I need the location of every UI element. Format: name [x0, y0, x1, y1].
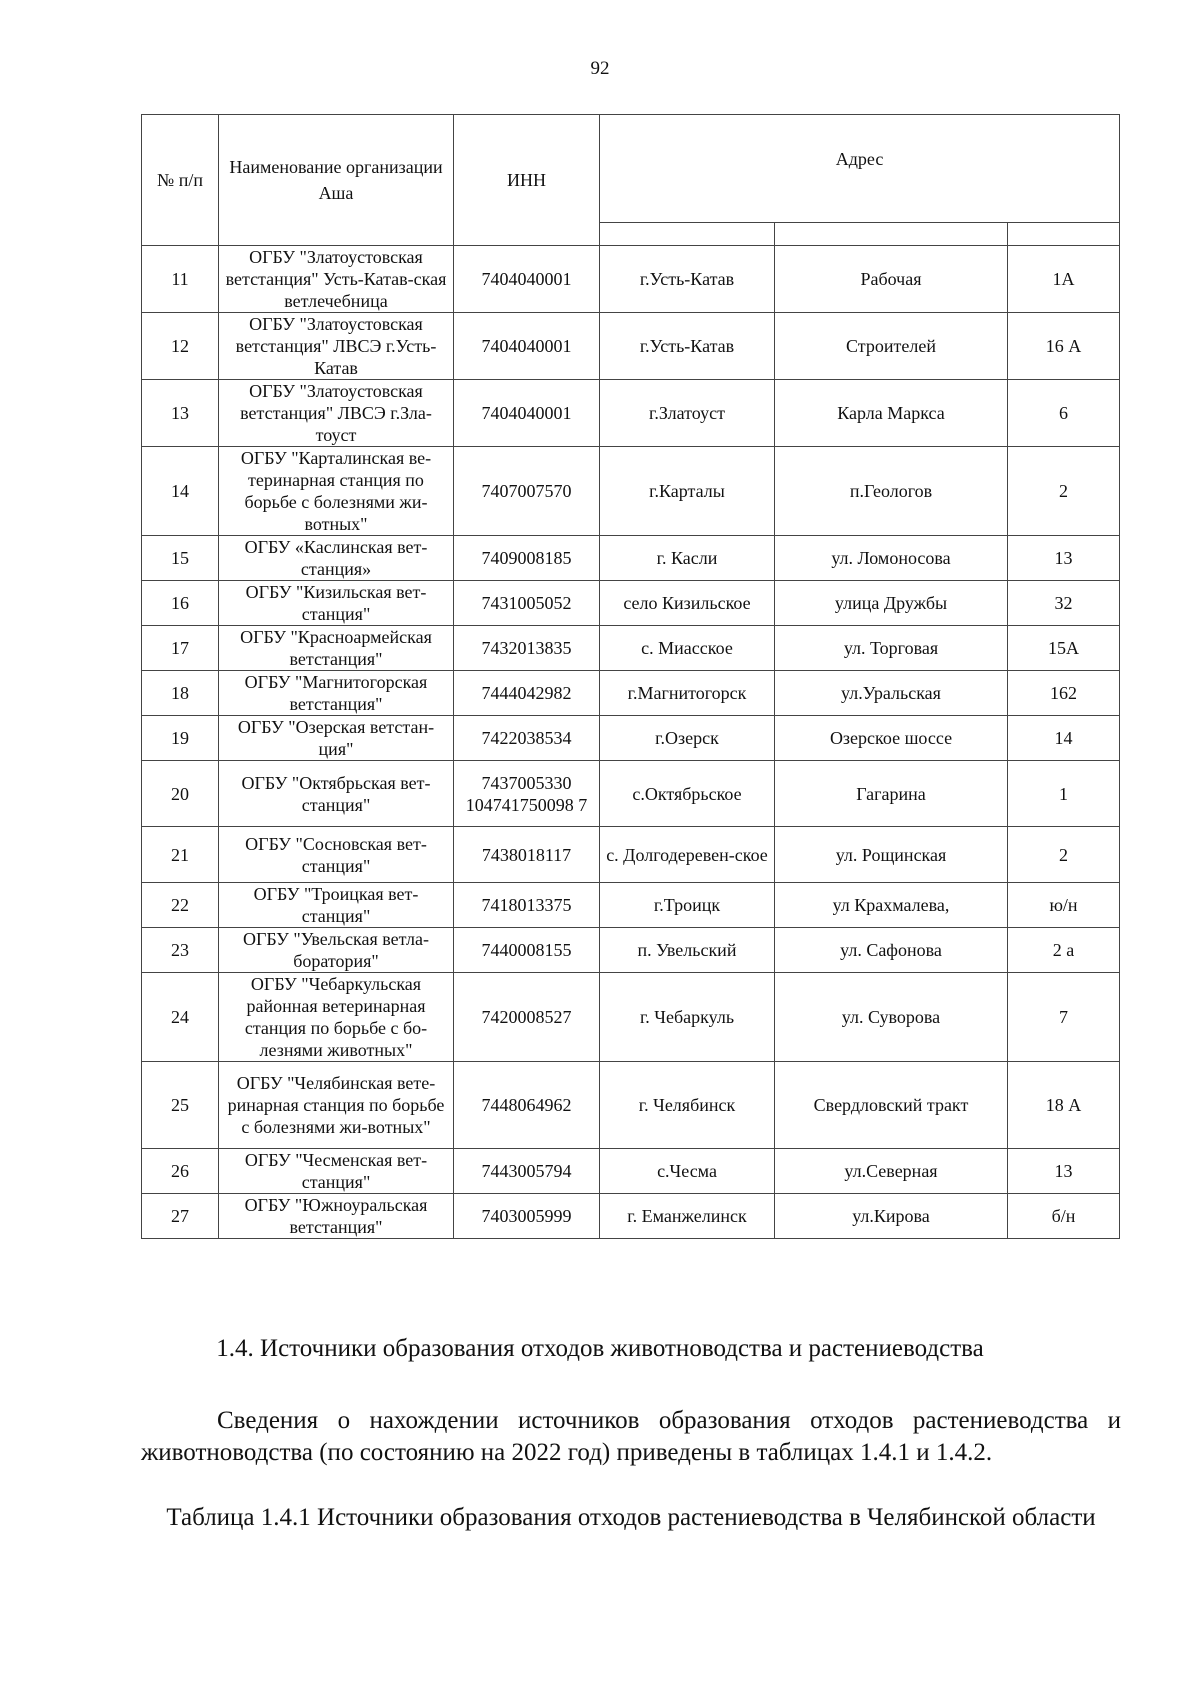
cell-street: Рабочая: [775, 246, 1008, 313]
cell-inn: 7404040001: [454, 313, 600, 380]
cell-name: ОГБУ "Златоустовская ветстанция" Усть-Катав-ская ветлечебница: [219, 246, 454, 313]
body-paragraph: Сведения о нахождении источников образования отходов растениеводства и животноводства (по состоянию на 2022 год) приведены в таблицах 1.4.1 и 1.4.2.: [141, 1407, 1121, 1466]
cell-house: 18 А: [1008, 1062, 1120, 1149]
table-row: [142, 380, 1120, 447]
cell-house: 32: [1008, 581, 1120, 626]
cell-street: Гагарина: [775, 761, 1008, 827]
cell-street: Свердловский тракт: [775, 1062, 1008, 1149]
cell-city: с. Миасское: [600, 626, 775, 671]
cell-house: 13: [1008, 536, 1120, 581]
table-row: [142, 626, 1120, 671]
table-header-row: [142, 115, 1120, 223]
cell-street: ул. Ломоносова: [775, 536, 1008, 581]
table-row: [142, 973, 1120, 1062]
table-row: [142, 313, 1120, 380]
cell-house: 14: [1008, 716, 1120, 761]
table-row: [142, 928, 1120, 973]
cell-house: 2: [1008, 827, 1120, 883]
table-row: [142, 827, 1120, 883]
table-row: [142, 536, 1120, 581]
cell-inn: 7432013835: [454, 626, 600, 671]
table-row: [142, 671, 1120, 716]
cell-street: ул.Уральская: [775, 671, 1008, 716]
cell-house: 16 А: [1008, 313, 1120, 380]
cell-street: ул. Торговая: [775, 626, 1008, 671]
cell-city: с. Долгодеревен-ское: [600, 827, 775, 883]
cell-inn: 7418013375: [454, 883, 600, 928]
table-row: [142, 581, 1120, 626]
cell-num: 26: [142, 1149, 219, 1194]
cell-street: ул Крахмалева,: [775, 883, 1008, 928]
cell-name: ОГБУ "Сосновская вет-станция": [219, 827, 454, 883]
cell-city: с.Октябрьское: [600, 761, 775, 827]
cell-city: г.Златоуст: [600, 380, 775, 447]
header-address-house: [1008, 223, 1120, 246]
cell-inn: 7440008155: [454, 928, 600, 973]
cell-name: ОГБУ "Южноуральская ветстанция": [219, 1194, 454, 1239]
cell-num: 15: [142, 536, 219, 581]
cell-street: ул. Рощинская: [775, 827, 1008, 883]
cell-inn: 7448064962: [454, 1062, 600, 1149]
cell-name: ОГБУ "Златоустовская ветстанция" ЛВСЭ г.Зла-тоуст: [219, 380, 454, 447]
cell-house: 1: [1008, 761, 1120, 827]
cell-street: ул.Кирова: [775, 1194, 1008, 1239]
table-row: [142, 1062, 1120, 1149]
cell-num: 12: [142, 313, 219, 380]
cell-street: ул. Сафонова: [775, 928, 1008, 973]
cell-house: 7: [1008, 973, 1120, 1062]
cell-city: село Кизильское: [600, 581, 775, 626]
cell-inn: 7404040001: [454, 380, 600, 447]
header-inn: ИНН: [454, 115, 600, 246]
cell-num: 27: [142, 1194, 219, 1239]
cell-house: ю/н: [1008, 883, 1120, 928]
cell-inn: 7420008527: [454, 973, 600, 1062]
header-name-extra: Аша: [318, 183, 354, 203]
header-name: [219, 115, 454, 246]
cell-city: г.Троицк: [600, 883, 775, 928]
cell-city: г.Карталы: [600, 447, 775, 536]
cell-num: 21: [142, 827, 219, 883]
cell-city: г. Челябинск: [600, 1062, 775, 1149]
cell-name: ОГБУ «Каслинская вет-станция»: [219, 536, 454, 581]
cell-street: ул.Северная: [775, 1149, 1008, 1194]
organizations-table: [141, 114, 1120, 1239]
section-heading: 1.4. Источники образования отходов животноводства и растениеводства: [216, 1335, 984, 1362]
cell-city: г.Озерск: [600, 716, 775, 761]
cell-inn: 7404040001: [454, 246, 600, 313]
cell-name: ОГБУ "Карталинская ве-теринарная станция по борьбе с болезнями жи-вотных": [219, 447, 454, 536]
cell-inn: 7407007570: [454, 447, 600, 536]
cell-city: г.Усть-Катав: [600, 313, 775, 380]
cell-num: 17: [142, 626, 219, 671]
cell-street: п.Геологов: [775, 447, 1008, 536]
cell-num: 20: [142, 761, 219, 827]
cell-house: 1А: [1008, 246, 1120, 313]
cell-street: улица Дружбы: [775, 581, 1008, 626]
table-body: [142, 246, 1120, 1239]
cell-street: ул. Суворова: [775, 973, 1008, 1062]
cell-num: 24: [142, 973, 219, 1062]
header-address: Адрес: [600, 115, 1120, 223]
cell-name: ОГБУ "Октябрьская вет-станция": [219, 761, 454, 827]
cell-num: 22: [142, 883, 219, 928]
cell-street: Строителей: [775, 313, 1008, 380]
cell-city: г.Магнитогорск: [600, 671, 775, 716]
table-row: [142, 716, 1120, 761]
cell-city: п. Увельский: [600, 928, 775, 973]
table-row: [142, 1149, 1120, 1194]
cell-name: ОГБУ "Озерская ветстан-ция": [219, 716, 454, 761]
cell-name: ОГБУ "Кизильская вет-станция": [219, 581, 454, 626]
cell-num: 14: [142, 447, 219, 536]
cell-num: 13: [142, 380, 219, 447]
cell-num: 11: [142, 246, 219, 313]
cell-city: г. Чебаркуль: [600, 973, 775, 1062]
cell-city: г. Еманжелинск: [600, 1194, 775, 1239]
cell-inn: 7431005052: [454, 581, 600, 626]
cell-house: 6: [1008, 380, 1120, 447]
table-row: [142, 246, 1120, 313]
cell-num: 19: [142, 716, 219, 761]
cell-name: ОГБУ "Троицкая вет-станция": [219, 883, 454, 928]
page-number: 92: [590, 58, 610, 79]
cell-num: 18: [142, 671, 219, 716]
table-row: [142, 447, 1120, 536]
table-row: [142, 883, 1120, 928]
cell-name: ОГБУ "Красноармейская ветстанция": [219, 626, 454, 671]
cell-house: 2: [1008, 447, 1120, 536]
cell-city: с.Чесма: [600, 1149, 775, 1194]
cell-street: Карла Маркса: [775, 380, 1008, 447]
cell-name: ОГБУ "Чебаркульская районная ветеринарная станция по борьбе с бо-лезнями животных": [219, 973, 454, 1062]
cell-num: 25: [142, 1062, 219, 1149]
header-num: № п/п: [142, 115, 219, 246]
cell-house: б/н: [1008, 1194, 1120, 1239]
cell-city: г.Усть-Катав: [600, 246, 775, 313]
cell-inn: 7409008185: [454, 536, 600, 581]
cell-house: 13: [1008, 1149, 1120, 1194]
table-row: [142, 1194, 1120, 1239]
cell-name: ОГБУ "Увельская ветла-боратория": [219, 928, 454, 973]
cell-inn: 7438018117: [454, 827, 600, 883]
table-row: [142, 761, 1120, 827]
cell-num: 16: [142, 581, 219, 626]
cell-inn: 7422038534: [454, 716, 600, 761]
cell-house: 162: [1008, 671, 1120, 716]
cell-inn: 7443005794: [454, 1149, 600, 1194]
cell-name: ОГБУ "Челябинская вете-ринарная станция по борьбе с болезнями жи-вотных": [219, 1062, 454, 1149]
cell-house: 2 а: [1008, 928, 1120, 973]
header-name-label: Наименование организации: [229, 157, 443, 177]
header-address-street: [775, 223, 1008, 246]
cell-num: 23: [142, 928, 219, 973]
cell-name: ОГБУ "Златоустовская ветстанция" ЛВСЭ г.Усть-Катав: [219, 313, 454, 380]
cell-street: Озерское шоссе: [775, 716, 1008, 761]
cell-inn: 7437005330 104741750098 7: [454, 761, 600, 827]
cell-name: ОГБУ "Чесменская вет-станция": [219, 1149, 454, 1194]
table-caption: Таблица 1.4.1 Источники образования отходов растениеводства в Челябинской области: [166, 1504, 1096, 1531]
cell-house: 15А: [1008, 626, 1120, 671]
header-address-city: [600, 223, 775, 246]
cell-name: ОГБУ "Магнитогорская ветстанция": [219, 671, 454, 716]
cell-city: г. Касли: [600, 536, 775, 581]
cell-inn: 7444042982: [454, 671, 600, 716]
cell-inn: 7403005999: [454, 1194, 600, 1239]
